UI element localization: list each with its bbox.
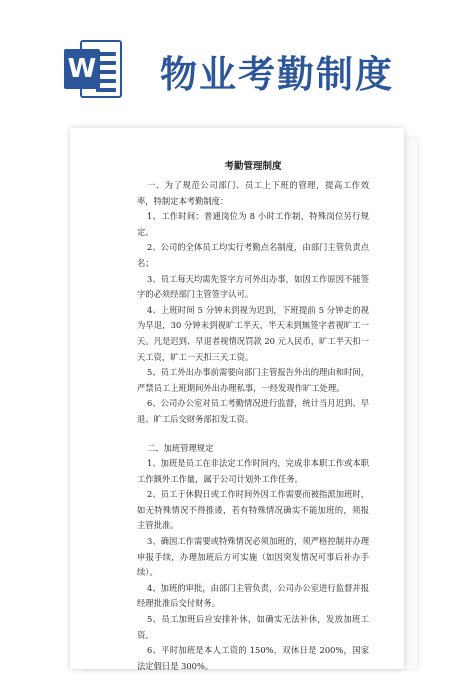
paragraph-overtime-2: 2、员工于休假日或工作时间外因工作需要而被指派加班时，如无特殊情况不得推诿，若有特殊情况确实不能加班的，须报主管批准。 — [137, 489, 369, 531]
paragraph-overtime-6: 6、平时加班是本人工资的 150%，双休日是 200%，国家法定假日是 300%。 — [137, 645, 369, 671]
section-heading-overtime: 二、加班管理规定 — [147, 442, 214, 453]
paragraph-rule-5: 5、员工外出办事前需要向部门主管报告外出的理由和时间，严禁员工上班期间外出办理私事，一经发现作旷工处理。 — [137, 367, 369, 393]
paragraph-rule-6: 6、公司办公室对员工考勤情况进行监督，统计当月迟到、早退、旷工后交财务部扣发工资。 — [137, 398, 369, 424]
paragraph-intro: 一、为了规范公司部门、员工上下班的管理，提高工作效率，特制定本考勤制度： — [137, 180, 369, 206]
word-document-icon — [64, 40, 124, 98]
paragraph-overtime-1: 1、加班是员工在非法定工作时间内，完成非本职工作或本职工作额外工作量，属于公司计划外工作任务。 — [137, 458, 369, 484]
paragraph-overtime-4: 4、加班的审批，由部门主管负责，公司办公室进行监督并报经理批准后交付财务。 — [137, 582, 369, 609]
paragraph-rule-1: 1、工作时间：普通岗位为 8 小时工作制，特殊岗位另行规定。 — [137, 211, 369, 237]
paragraph-rule-4: 4、上班时间 5 分钟未到视为迟到，下班提前 5 分钟走的视为早退，30 分钟未到视旷工半天，半天未到無签字者视旷工一天。凡是迟到、早退者视情况罚款 20 元人民币，旷工半天扣一天工资，旷工一天扣三天工资。 — [137, 304, 369, 362]
document-body — [137, 160, 369, 674]
page-title: 物业考勤制度 — [160, 53, 394, 96]
paragraph-rule-3: 3、员工每天均需先签字方可外出办事，如因工作原因不能签字的必须经部门主管签字认可。 — [137, 273, 369, 300]
page-header — [0, 0, 474, 118]
word-letter-icon: W — [64, 49, 100, 89]
paragraph-overtime-5: 5、员工加班后应安排补休，如确实无法补休，发放加班工资。 — [137, 614, 369, 640]
paragraph-rule-2: 2、公司的全体员工均实行考勤点名制度，由部门主管负责点名； — [137, 242, 369, 268]
document-heading: 考勤管理制度 — [224, 161, 282, 172]
paragraph-overtime-3: 3、确因工作需要或特殊情况必须加班的，须严格控制并办理申报手续，办理加班后方可实施（如因突发情况可事后补办手续）。 — [137, 536, 369, 578]
